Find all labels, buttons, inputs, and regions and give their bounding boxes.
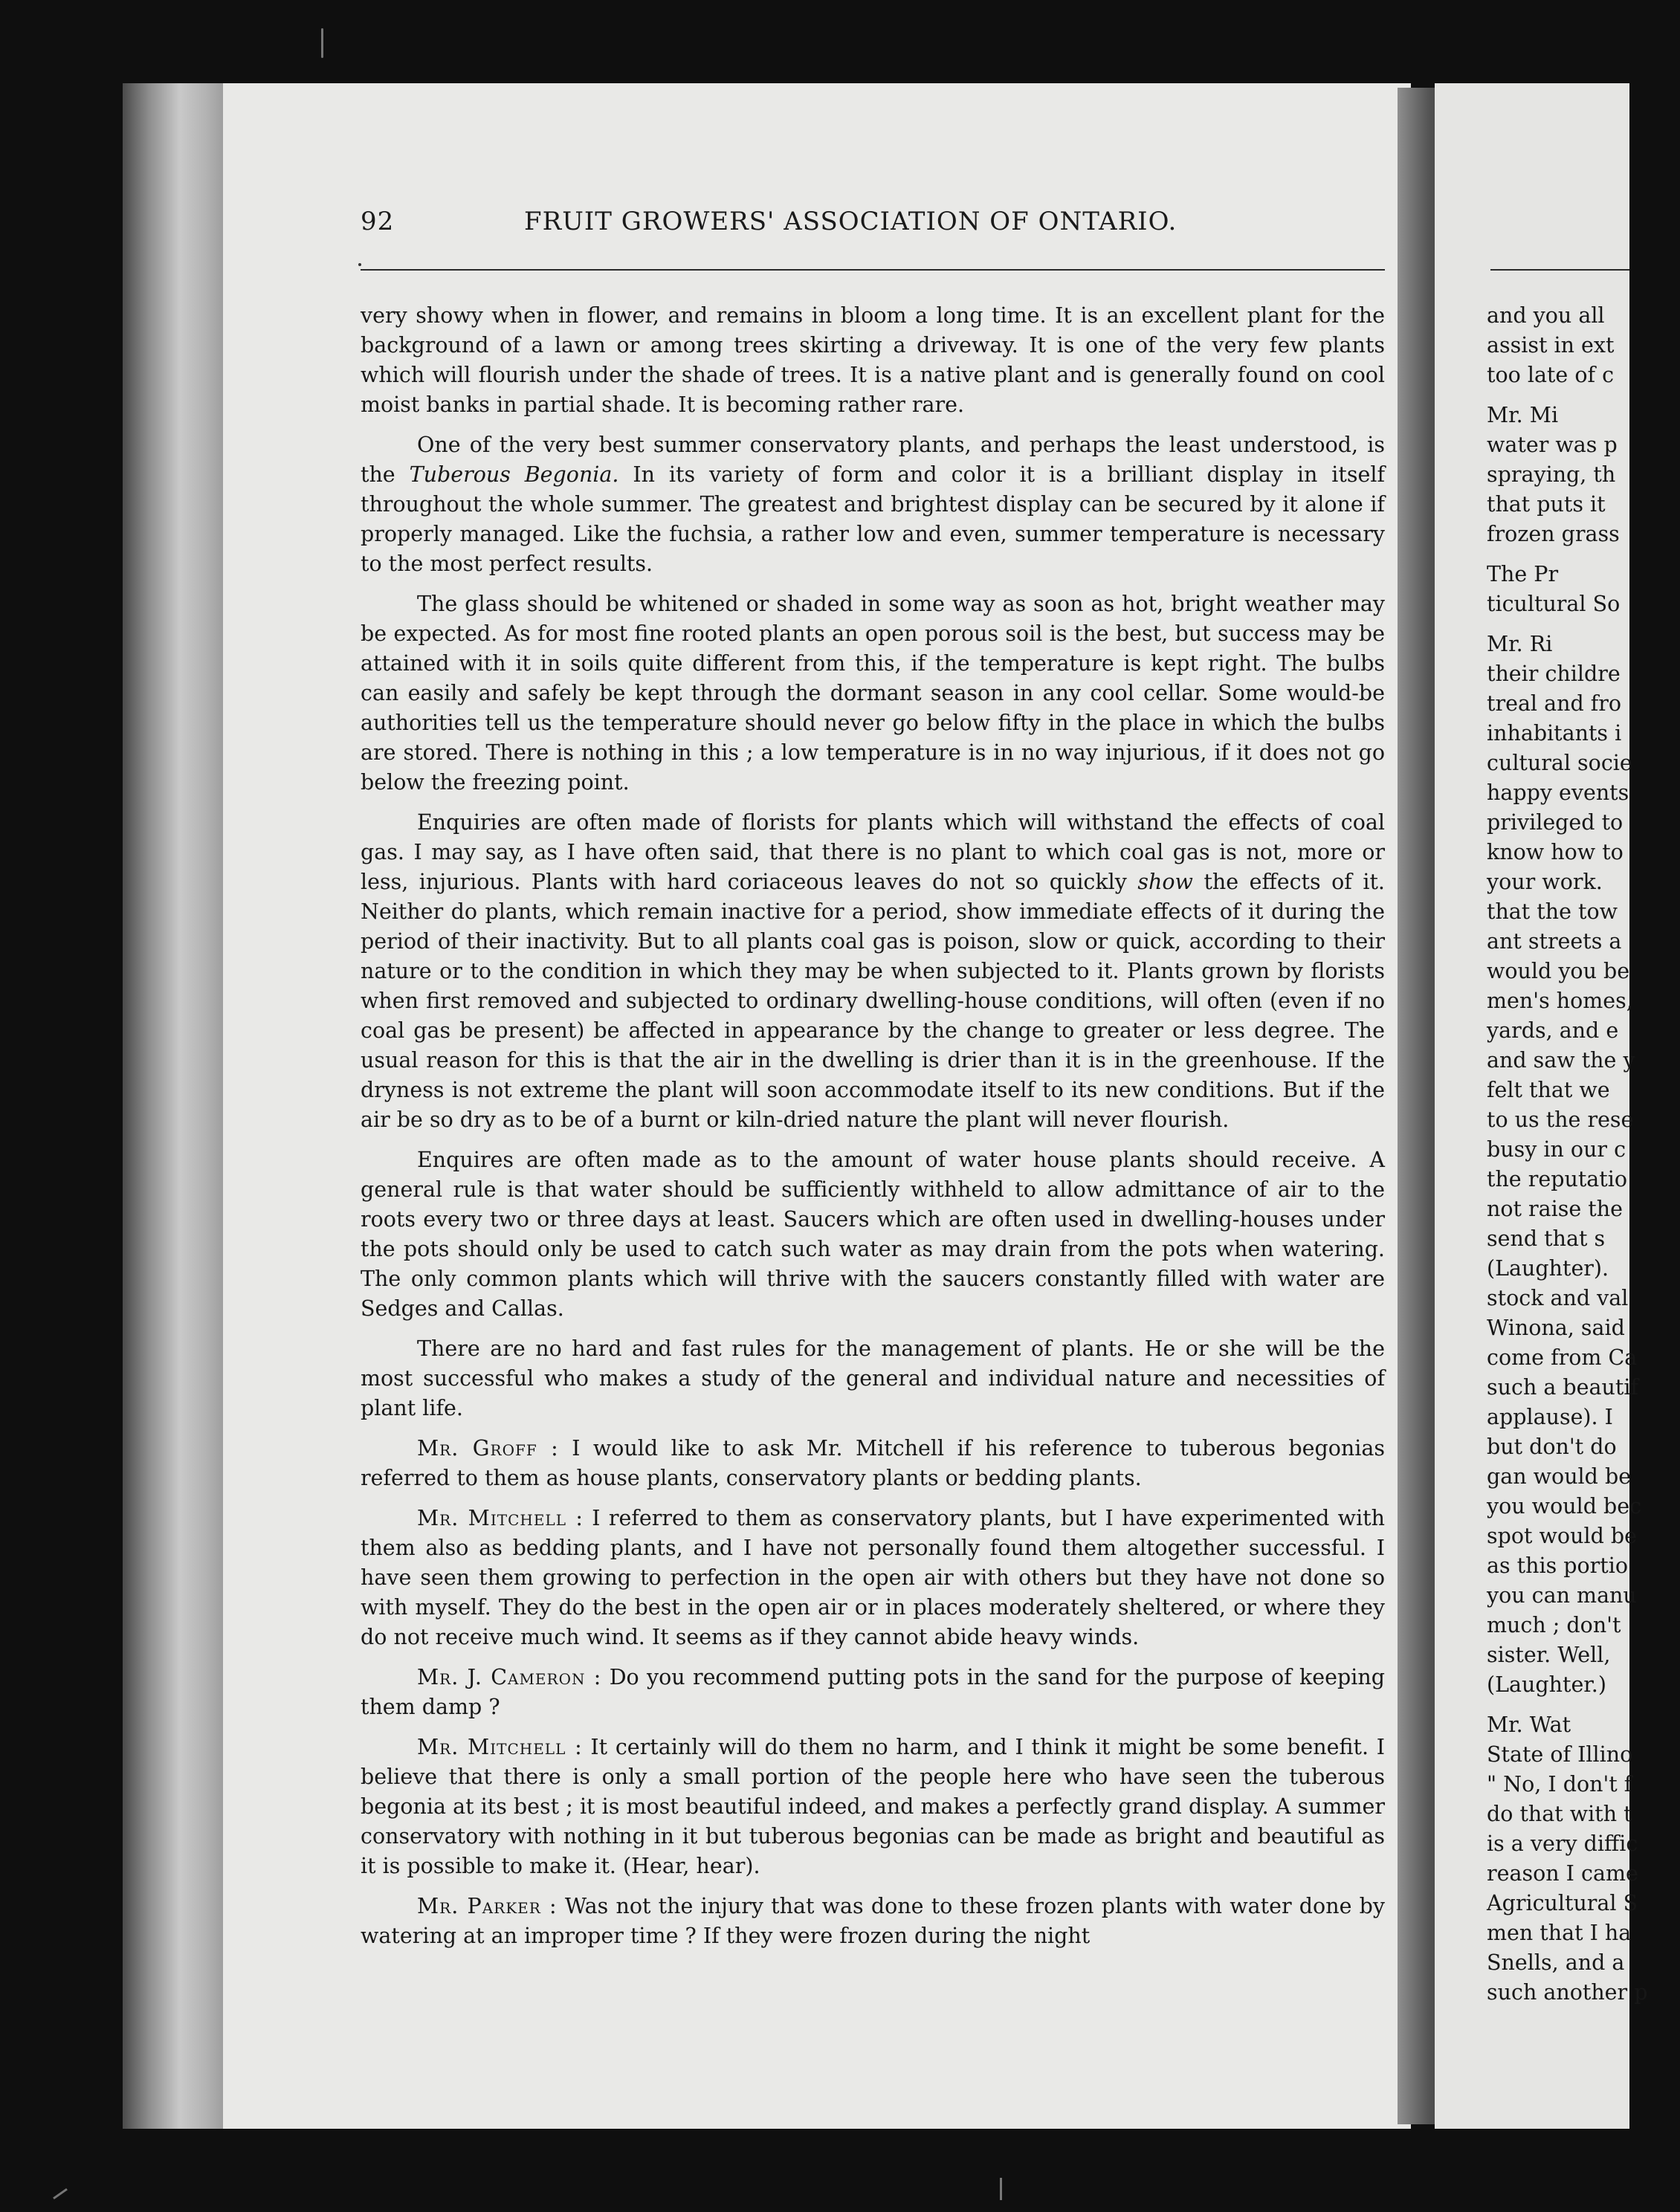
next-page-line: gan would be [1487, 1464, 1632, 1489]
next-page-line: and saw the y [1487, 1048, 1635, 1073]
next-page-line: Agricultural S [1487, 1891, 1638, 1915]
next-page-line: the reputatio [1487, 1167, 1627, 1191]
next-page-line: cultural socie [1487, 751, 1632, 775]
next-page-line: water was p [1487, 433, 1618, 457]
next-page-line: treal and fro [1487, 691, 1622, 716]
next-page-line: their childre [1487, 662, 1621, 686]
page-edge-stack [123, 83, 227, 2129]
next-page-line: ant streets a [1487, 929, 1622, 954]
paragraph: One of the very best summer conservatory plants, and perhaps the least understood, is the Tuberous Begonia. In its variety of form and color it is a brilliant display in itself throughout the whole summer. The greatest and brightest display can be secured by it alone if properly managed. Like the fuchsia, a rather low and even, summer temperature is necessary to the most perfect results. [361, 433, 1386, 576]
article-body [361, 301, 1385, 1962]
next-page-line: Mr. Mi [1487, 403, 1559, 427]
next-page-line: much ; don't [1487, 1613, 1621, 1637]
next-page-line: do that with t [1487, 1802, 1632, 1826]
next-page-line: spot would be [1487, 1524, 1637, 1548]
next-page-line: not raise the [1487, 1197, 1623, 1221]
paragraph: very showy when in flower, and remains in bloom a long time. It is an excellent plant for the background of a lawn or among trees skirting a driveway. It is one of the very few plants which will flourish under the shade of trees. It is a native plant and is generally found on cool moist banks in partial shade. It is becoming rather rare. [361, 303, 1385, 417]
dialogue-paragraph: Mr. Parker : Was not the injury that was done to these frozen plants with water done by watering at an improper time ? If they were frozen during the night [361, 1894, 1385, 1948]
paragraph: The glass should be whitened or shaded in some way as soon as hot, bright weather may be expected. As for most fine rooted plants an open porous soil is the best, but success may be attained with it in soils quite different from this, if the temperature is kept right. The bulbs can easily and safely be kept through the dormant season in any cool cellar. Some would-be authorities tell us the temperature should never go below fifty in the place in which the bulbs are stored. There is nothing in this ; a low temperature is in no way injurious, if it does not go below the freezing point. [361, 592, 1385, 795]
speaker-name: Mr. Parker : [417, 1894, 558, 1918]
next-page-line: come from Ca [1487, 1345, 1638, 1370]
paragraph: Enquires are often made as to the amount of water house plants should receive. A general rule is that water should be sufficiently withheld to allow admittance of air to the roots every two or three days at least. Saucers which are often used in dwelling-houses under the pots should only be used to catch such water as may drain from the pots when watering. The only common plants which will thrive with the saucers constantly filled with water are Sedges and Callas. [361, 1148, 1385, 1321]
next-page-line: you can manu [1487, 1583, 1637, 1608]
next-page-line: State of Illino [1487, 1742, 1633, 1767]
running-title: FRUIT GROWERS' ASSOCIATION OF ONTARIO. [524, 207, 1177, 236]
dialogue-paragraph: Mr. Mitchell : I referred to them as conservatory plants, but I have experimented with them also as bedding plants, and I have not personally found them altogether successful. I have seen them growing to perfection in the open air with others but they have not done so with myself. They do the best in the open air or in places moderately sheltered, or where they do not receive much wind. It seems as if they cannot abide heavy winds. [361, 1506, 1385, 1649]
next-page-line: spraying, th [1487, 462, 1616, 487]
next-page-line: privileged to [1487, 810, 1624, 835]
next-page-line: inhabitants i [1487, 721, 1622, 746]
next-page-line: " No, I don't f [1487, 1772, 1632, 1797]
film-scratch [53, 2188, 68, 2199]
next-page-line: Mr. Ri [1487, 632, 1553, 656]
next-page-header-rule [1490, 269, 1629, 271]
next-page-line: frozen grass [1487, 522, 1620, 546]
next-page-line: happy events [1487, 780, 1629, 805]
next-page-line: sister. Well, [1487, 1643, 1611, 1667]
next-page-line: (Laughter.) [1487, 1672, 1606, 1697]
speaker-name: Mr. Mitchell : [417, 1735, 583, 1759]
next-page-line: your work. [1487, 870, 1603, 894]
next-page-line: would you be [1487, 959, 1630, 983]
paragraph: Enquiries are often made of florists for plants which will withstand the effects of coal gas. I may say, as I have often said, that there is no plant to which coal gas is not, more or less, injurious. Plants with hard coriaceous leaves do not so quickly show the effects of it. Neither do plants, which remain inactive for a period, show immediate effects of it during the period of their inactivity. But to all plants coal gas is poison, slow or quick, according to their nature or to the condition in which they may be when subjected to it. Plants grown by florists when first removed and subjected to ordinary dwelling-house conditions, will often (even if no coal gas be present) be affected in appearance by the change to greater or less degree. The usual reason for this is that the air in the dwelling is drier than it is in the greenhouse. If the dryness is not extreme the plant will soon accommodate itself to its new conditions. But if the air be so dry as to be of a burnt or kiln-dried nature the plant will never flourish. [361, 810, 1385, 1132]
dialogue-paragraph: Mr. J. Cameron : Do you recommend putting pots in the sand for the purpose of keeping them damp ? [361, 1665, 1385, 1719]
next-page-line: (Laughter). [1487, 1256, 1609, 1281]
next-page-line: ticultural So [1487, 592, 1621, 616]
film-scratch [321, 28, 323, 58]
next-page-line: applause). I [1487, 1405, 1613, 1429]
next-page-line: as this portio [1487, 1553, 1629, 1578]
next-page-line: is a very diffic [1487, 1831, 1638, 1856]
next-page-line: men that I ha [1487, 1921, 1632, 1945]
header-rule [361, 269, 1385, 271]
next-page-line: assist in ext [1487, 333, 1615, 358]
dialogue-paragraph: Mr. Groff : I would like to ask Mr. Mitchell if his reference to tuberous begonias referred to them as house plants, conservatory plants or bedding plants. [361, 1436, 1385, 1490]
page-number: 92 [361, 207, 395, 236]
next-page-line: that puts it [1487, 492, 1606, 517]
next-page-line: stock and val [1487, 1286, 1629, 1310]
dialogue-paragraph: Mr. Mitchell : It certainly will do them no harm, and I think it might be some benefit. I believe that there is only a small portion of the people here who have seen the tuberous begonia at its best ; it is most beautiful indeed, and makes a perfectly grand display. A summer conservatory with nothing in it but tuberous begonias can be made as bright and beautiful as it is possible to make it. (Hear, hear). [361, 1735, 1385, 1878]
next-page-line: too late of c [1487, 363, 1615, 387]
next-page-line: busy in our c [1487, 1137, 1626, 1162]
next-page-line: and you all [1487, 303, 1605, 328]
paragraph: There are no hard and fast rules for the management of plants. He or she will be the most successful who makes a study of the general and individual nature and necessities of plant life. [361, 1336, 1385, 1420]
next-page-line: felt that we [1487, 1078, 1610, 1102]
next-page-line: send that s [1487, 1226, 1606, 1251]
rule-mark [358, 263, 361, 266]
next-page-line: Snells, and a [1487, 1950, 1625, 1975]
speaker-name: Mr. J. Cameron : [417, 1665, 602, 1689]
film-scratch [1000, 2178, 1002, 2200]
next-page-text-fragments [1487, 301, 1680, 2008]
next-page-line: that the tow [1487, 899, 1618, 924]
next-page-line: but don't do [1487, 1435, 1617, 1459]
next-page-line: reason I came [1487, 1861, 1638, 1886]
next-page-line: men's homes, [1487, 989, 1633, 1013]
next-page-line: Winona, said [1487, 1316, 1625, 1340]
next-page-line: The Pr [1487, 562, 1559, 586]
speaker-name: Mr. Groff : [417, 1436, 559, 1461]
next-page-line: know how to [1487, 840, 1624, 864]
next-page-line: yards, and e [1487, 1018, 1619, 1043]
next-page-line: to us the rese [1487, 1107, 1634, 1132]
next-page-line: such another p [1487, 1980, 1648, 2005]
next-page-line: Mr. Wat [1487, 1713, 1571, 1737]
next-page-line: such a beautif [1487, 1375, 1638, 1400]
next-page-line: you would bec [1487, 1494, 1642, 1519]
speaker-name: Mr. Mitchell : [417, 1506, 584, 1530]
